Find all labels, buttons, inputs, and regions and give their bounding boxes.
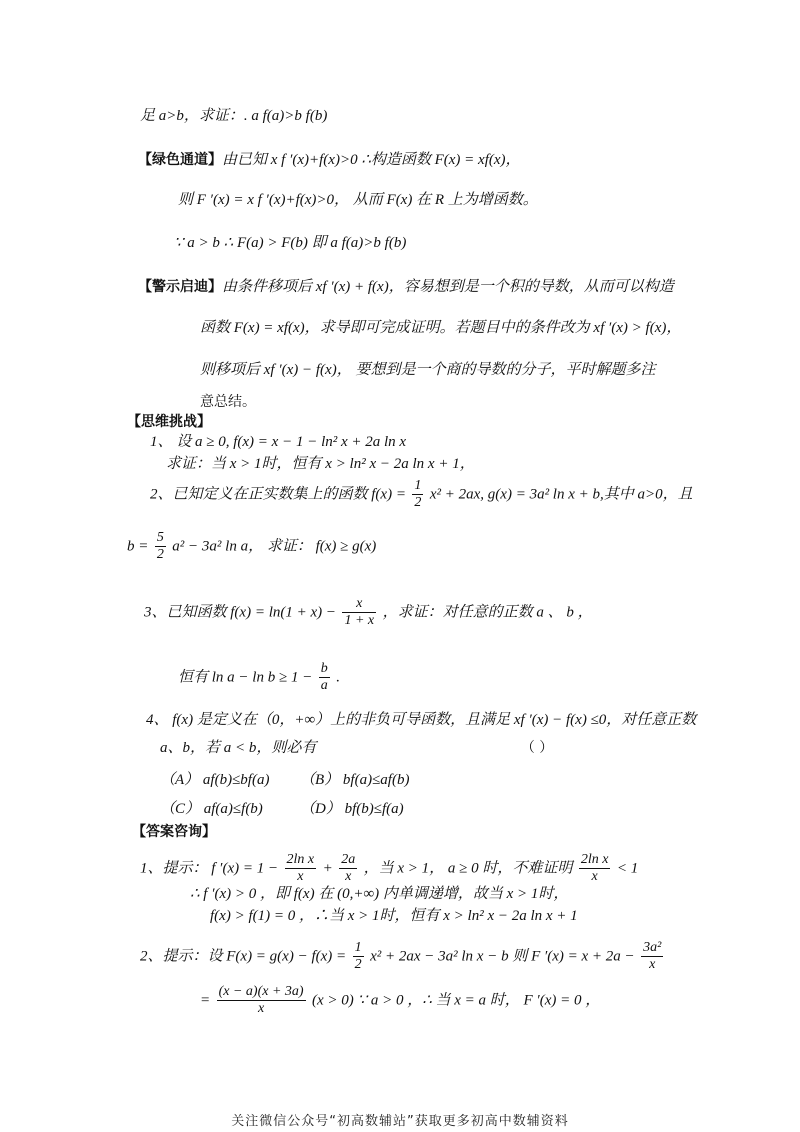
fraction-numerator: 1 (414, 478, 422, 493)
question-2-line-1 (150, 478, 693, 511)
question-1-line-2 (166, 454, 475, 474)
question-4-line-2 (160, 738, 553, 758)
derivative-line (178, 190, 538, 210)
footer-promo: 关注微信公众号“初高数辅站”获取更多初高中数辅资料 (231, 1114, 569, 1129)
fraction-denominator: x (591, 869, 598, 884)
question-1-line-1 (150, 432, 406, 452)
green-channel-tag: 【绿色通道】 (138, 152, 222, 168)
question-2-b-post: a² − 3a² ln a， 求证： f(x) ≥ g(x) (172, 538, 377, 555)
warning-line (138, 277, 674, 297)
fraction-numerator: (x − a)(x + 3a) (218, 984, 304, 999)
fraction-denominator: x (345, 869, 352, 884)
question-2-text-pre: 2、已知定义在正实数集上的函数 f(x) = (150, 486, 406, 503)
answer-2-fraction-1 (353, 940, 364, 973)
think-tag-line (127, 412, 211, 432)
answer-1-line-1 (140, 852, 638, 885)
fraction-numerator: 2ln x (580, 852, 609, 867)
question-3-b-fraction (319, 661, 330, 694)
conclusion-text: ∵ a > b ∴ F(a) > F(b) 即 a f(a)>b f(b) (174, 235, 407, 251)
option-d: （D） bf(b)≤f(a) (300, 801, 404, 817)
question-4-text: 4、 f(x) 是定义在（0，+∞）上的非负可导函数，且满足 xf ′(x) − f(x) ≤0，对任意正数 (146, 712, 697, 728)
premise-text: 足 a>b，求证：. a f(a)>b f(b) (140, 108, 328, 124)
answer-1-text-2: ∴ f ′(x) > 0 ，即 f(x) 在 (0,+∞) 内单调递增，故当 x > 1时， (190, 886, 569, 902)
answer-1-pre: 1、提示： f ′(x) = 1 − (140, 860, 279, 877)
answer-2-fraction-2 (641, 940, 663, 973)
answer-1-fraction-3 (579, 852, 611, 885)
warning-text-1: 由条件移项后 xf ′(x) + f(x)，容易想到是一个积的导数，从而可以构造 (222, 279, 674, 295)
answer-1-fraction-1 (285, 852, 317, 885)
answer-2-b-fraction (217, 984, 306, 1017)
green-channel-line (138, 150, 521, 170)
warning-line-2 (200, 318, 681, 338)
fraction-numerator: 5 (156, 530, 164, 545)
question-2-b-fraction (155, 530, 166, 563)
answer-1-line-3 (210, 906, 578, 926)
answer-2-b-pre: = (200, 992, 211, 1009)
line-premise (140, 106, 327, 126)
question-1-proof-text: 求证：当 x > 1时，恒有 x > ln² x − 2a ln x + 1， (166, 456, 475, 472)
option-b: （B） bf(a)≤af(b) (300, 772, 410, 788)
fraction-numerator: b (320, 661, 328, 676)
derivative-text: 则 F ′(x) = x f ′(x)+f(x)>0， 从而 F(x) 在 R 上为增函数。 (178, 192, 538, 208)
answer-1-line-2 (190, 884, 568, 904)
fraction-numerator: 1 (354, 940, 362, 955)
answer-2-line-2 (200, 984, 600, 1017)
answer-2-pre: 2、提示：设 F(x) = g(x) − f(x) = (140, 948, 347, 965)
answer-blank: （ ） (520, 740, 554, 756)
question-2-text-post: x² + 2ax, g(x) = 3a² ln x + b,其中 a>0，且 (429, 486, 693, 503)
question-4-line-1 (146, 710, 696, 730)
fraction-numerator: x (342, 596, 376, 613)
answer-consult-tag: 【答案咨询】 (132, 824, 216, 840)
question-3-text-post: ，求证：对任意的正数 a 、 b ， (382, 604, 593, 621)
think-challenge-tag: 【思维挑战】 (127, 414, 211, 430)
question-4-text-2: a、b，若 a < b，则必有 (160, 740, 317, 756)
fraction-denominator: x (649, 957, 656, 972)
question-3-b-pre: 恒有 ln a − ln b ≥ 1 − (178, 669, 313, 686)
fraction-denominator: 2 (156, 547, 164, 562)
warning-line-4 (200, 392, 256, 412)
option-c: （C） af(a)≤f(b) (160, 801, 263, 817)
green-channel-text: 由已知 x f ′(x)+f(x)>0 ∴构造函数 F(x) = xf(x)， (222, 152, 521, 168)
question-2-line-2 (127, 530, 376, 563)
fraction-denominator: x (297, 869, 304, 884)
fraction-numerator: 2a (341, 852, 356, 867)
warning-text-3: 则移项后 xf ′(x) − f(x)， 要想到是一个商的导数的分子，平时解题多注 (200, 362, 656, 378)
question-1-text: 1、 设 a ≥ 0, f(x) = x − 1 − ln² x + 2a ln x (150, 434, 407, 450)
answer-1-plus: + (322, 860, 333, 877)
warning-line-3 (200, 360, 655, 380)
question-2-fraction (412, 478, 423, 511)
fraction-denominator: 2 (414, 495, 422, 510)
answer-1-text-3: f(x) > f(1) = 0 ，∴当 x > 1时，恒有 x > ln² x − 2a ln x + 1 (210, 908, 578, 924)
answer-1-fraction-2 (339, 852, 357, 885)
answer-1-post: < 1 (616, 860, 639, 877)
question-2-b-pre: b = (127, 538, 149, 555)
warning-text-4: 意总结。 (200, 394, 256, 410)
question-3-line-2 (178, 661, 340, 694)
fraction-denominator: x (257, 1001, 265, 1016)
fraction-denominator: 1 + x (344, 613, 375, 628)
conclusion-line (174, 233, 406, 253)
answer-tag-line (132, 822, 216, 842)
warning-tag: 【警示启迪】 (138, 279, 222, 295)
answer-2-line-1 (140, 940, 665, 973)
fraction-denominator: 2 (354, 957, 362, 972)
question-3-text-pre: 3、已知函数 f(x) = ln(1 + x) − (144, 604, 336, 621)
option-a: （A） af(b)≤bf(a) (160, 772, 270, 788)
question-3-fraction (342, 596, 376, 629)
question-3-b-post: . (336, 669, 340, 686)
fraction-numerator: 3a² (643, 940, 662, 955)
answer-2-mid: x² + 2ax − 3a² ln x − b 则 F ′(x) = x + 2a − (370, 948, 635, 965)
options-row-1 (160, 770, 409, 790)
question-3-line-1 (144, 596, 593, 629)
warning-text-2: 函数 F(x) = xf(x)，求导即可完成证明。若题目中的条件改为 xf ′(x) > f(x)， (200, 320, 682, 336)
fraction-numerator: 2ln x (286, 852, 315, 867)
options-row-2 (160, 799, 404, 819)
fraction-denominator: a (320, 678, 328, 693)
answer-2-b-post: (x > 0) ∵ a > 0 ，∴ 当 x = a 时， F ′(x) = 0 ， (312, 992, 601, 1009)
answer-1-mid: ，当 x > 1， a ≥ 0 时，不难证明 (363, 860, 573, 877)
